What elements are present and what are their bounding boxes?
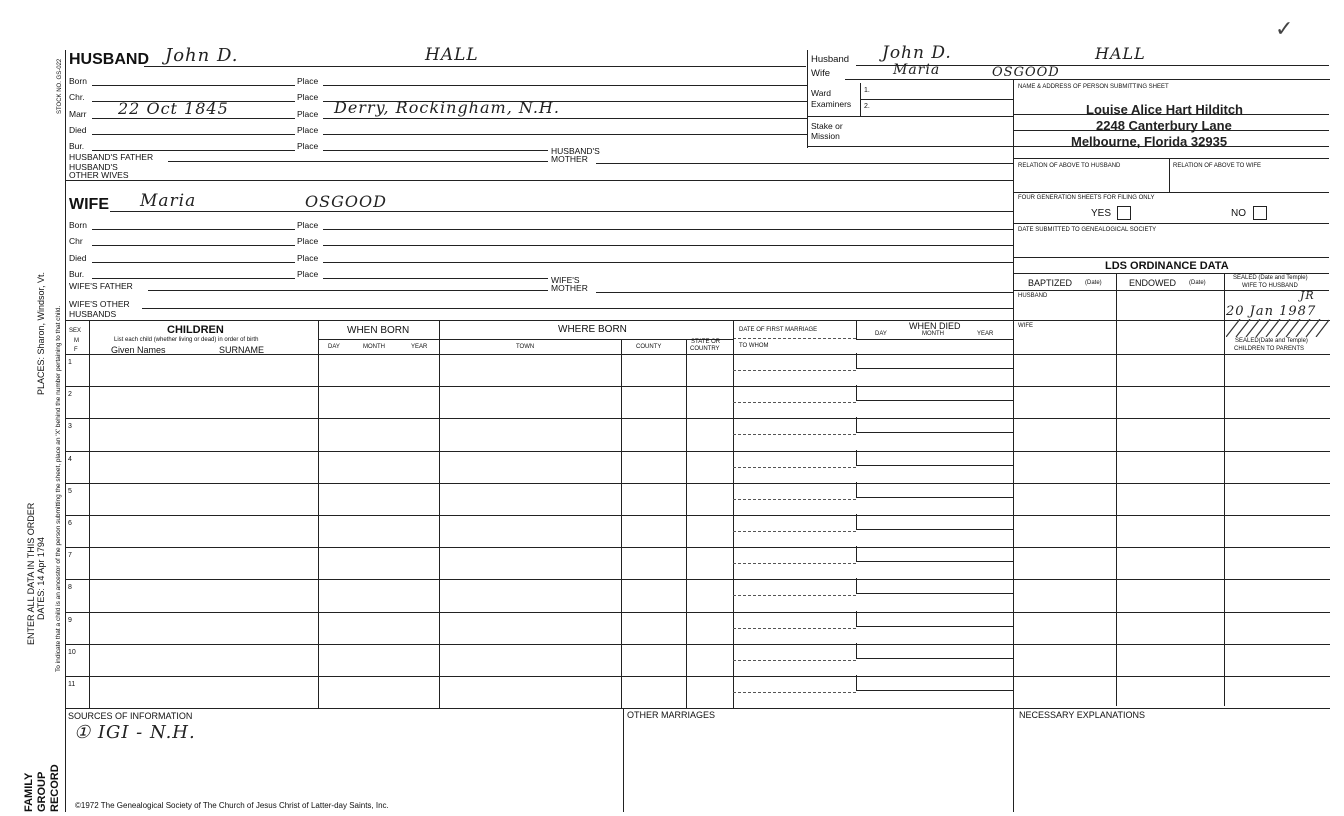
husband-born-label: Born <box>69 76 87 86</box>
four-gen-label: FOUR GENERATION SHEETS FOR FILING ONLY <box>1018 195 1155 201</box>
summary-wife-name: Maria <box>893 62 941 78</box>
examiners-label: Examiners <box>811 99 852 109</box>
child-death-box[interactable] <box>856 353 1014 369</box>
town-label: TOWN <box>516 344 535 350</box>
child-row-number: 10 <box>68 649 76 656</box>
wife-bur-label: Bur. <box>69 269 85 279</box>
husband-other-wives-2: OTHER WIVES <box>69 170 129 180</box>
husband-died-label: Died <box>69 125 87 135</box>
children-title: CHILDREN <box>167 324 224 336</box>
other-marriages-label: OTHER MARRIAGES <box>627 710 716 720</box>
stock-number: STOCK NO. GS-022 <box>57 58 63 114</box>
title-group: GROUP <box>36 771 48 812</box>
child-row-number: 9 <box>68 617 72 624</box>
state-label-1: STATE OR <box>691 339 721 345</box>
mission-label: Mission <box>811 131 840 141</box>
side-places: PLACES: Sharon, Windsor, Vt. <box>36 271 46 395</box>
baptized-label: BAPTIZED <box>1028 278 1073 288</box>
yes-label: YES <box>1091 208 1112 219</box>
wife-mother-label-2: MOTHER <box>551 283 588 293</box>
first-marriage-label: DATE OF FIRST MARRIAGE <box>739 327 818 333</box>
date-submitted-label: DATE SUBMITTED TO GENEALOGICAL SOCIETY <box>1018 227 1157 233</box>
explanations-label: NECESSARY EXPLANATIONS <box>1019 710 1146 720</box>
wife-given-names: Maria <box>140 191 197 211</box>
sex-label: SEX <box>69 328 82 334</box>
husband-bur-label: Bur. <box>69 141 85 151</box>
husband-marr-place: Derry, Rockingham, N.H. <box>334 98 560 117</box>
examiner-2: 2. <box>864 103 870 110</box>
given-names-label: Given Names <box>111 345 166 355</box>
sealed-wife-1: SEALED (Date and Temple) <box>1233 275 1308 281</box>
born-day-label: DAY <box>328 344 340 350</box>
ward-label: Ward <box>811 88 831 98</box>
summary-husband-name: John D. <box>882 43 952 63</box>
summary-husband-label: Husband <box>811 54 850 65</box>
husband-label: HUSBAND <box>69 51 149 68</box>
child-death-box[interactable] <box>856 611 1014 627</box>
relation-wife-label: RELATION OF ABOVE TO WIFE <box>1173 163 1262 169</box>
sealed-date: 20 Jan 1987 <box>1226 304 1317 319</box>
died-month-label: MONTH <box>922 331 944 337</box>
baptized-sub: (Date) <box>1085 280 1102 286</box>
child-death-box[interactable] <box>856 450 1014 466</box>
examiner-1: 1. <box>864 87 870 94</box>
sources-value: ① IGI - N.H. <box>74 722 196 743</box>
sealed-initials: JR <box>1300 289 1315 302</box>
child-death-box[interactable] <box>856 482 1014 498</box>
husband-surname: HALL <box>425 45 479 65</box>
child-death-box[interactable] <box>856 578 1014 594</box>
stake-label: Stake or <box>811 121 843 131</box>
surname-label: SURNAME <box>219 345 265 355</box>
husband-marr-label: Marr <box>69 109 87 119</box>
husband-given-names: John D. <box>165 45 239 66</box>
hatched-area <box>1226 319 1329 337</box>
endowed-label: ENDOWED <box>1129 278 1176 288</box>
to-whom-label: TO WHOM <box>739 343 769 349</box>
wife-died-label: Died <box>69 253 87 263</box>
child-row-number: 5 <box>68 488 72 495</box>
wife-father-label: WIFE'S FATHER <box>69 281 133 291</box>
sealed-children-2: CHILDREN TO PARENTS <box>1234 346 1305 352</box>
wife-born-label: Born <box>69 220 87 230</box>
child-row-number: 2 <box>68 391 72 398</box>
where-born-label: WHERE BORN <box>558 324 627 335</box>
wife-born-place-label: Place <box>297 220 319 230</box>
wife-chr-label: Chr <box>69 236 83 246</box>
died-year-label: YEAR <box>977 331 994 337</box>
child-row-number: 7 <box>68 552 72 559</box>
wife-label: WIFE <box>69 196 109 213</box>
child-death-box[interactable] <box>856 643 1014 659</box>
no-label: NO <box>1231 208 1246 219</box>
child-death-box[interactable] <box>856 546 1014 562</box>
title-record: RECORD <box>49 764 61 812</box>
husband-died-place-label: Place <box>297 125 319 135</box>
sealed-children-1: SEALED(Date and Temple) <box>1235 338 1308 344</box>
submitter-street: 2248 Canterbury Lane <box>1096 118 1232 133</box>
right-panel-border <box>1013 80 1014 812</box>
ordinance-title: LDS ORDINANCE DATA <box>1105 260 1229 272</box>
sources-label: SOURCES OF INFORMATION <box>68 711 193 721</box>
wife-bur-place-label: Place <box>297 269 319 279</box>
born-month-label: MONTH <box>363 344 385 350</box>
when-died-label: WHEN DIED <box>909 321 961 331</box>
child-death-box[interactable] <box>856 417 1014 433</box>
child-row-number: 11 <box>68 681 76 688</box>
husband-other-wives-1: HUSBAND'S <box>69 162 118 172</box>
wife-other-husbands-2: HUSBANDS <box>69 309 117 319</box>
state-label-2: COUNTRY <box>690 346 720 352</box>
born-year-label: YEAR <box>411 344 428 350</box>
child-row-number: 3 <box>68 423 72 430</box>
child-death-box[interactable] <box>856 675 1014 691</box>
summary-wife-label: Wife <box>811 68 830 79</box>
yes-checkbox[interactable] <box>1117 206 1131 220</box>
husband-mother-label-1: HUSBAND'S <box>551 146 600 156</box>
submitter-label: NAME & ADDRESS OF PERSON SUBMITTING SHEET <box>1018 84 1169 90</box>
child-death-box[interactable] <box>856 514 1014 530</box>
summary-wife-surname: OSGOOD <box>992 65 1060 80</box>
husband-bur-place-label: Place <box>297 141 319 151</box>
husband-mother-label-2: MOTHER <box>551 154 588 164</box>
side-enter: ENTER ALL DATA IN THIS ORDER <box>26 502 36 645</box>
summary-husband-surname: HALL <box>1095 44 1146 63</box>
copyright: ©1972 The Genealogical Society of The Church of Jesus Christ of Latter-day Saints, Inc. <box>75 801 389 810</box>
wife-died-place-label: Place <box>297 253 319 263</box>
died-day-label: DAY <box>875 331 887 337</box>
wife-mother-label-1: WIFE'S <box>551 275 580 285</box>
child-death-box[interactable] <box>856 385 1014 401</box>
husband-marr-place-label: Place <box>297 109 319 119</box>
sealed-wife-2: WIFE TO HUSBAND <box>1242 283 1298 289</box>
submitter-city: Melbourne, Florida 32935 <box>1071 134 1228 149</box>
ordinance-wife-row: WIFE <box>1018 323 1033 329</box>
wife-other-husbands-1: WIFE'S OTHER <box>69 299 130 309</box>
left-border <box>65 50 66 812</box>
husband-chr-label: Chr. <box>69 92 85 102</box>
submitter-name: Louise Alice Hart Hilditch <box>1086 102 1243 117</box>
check-mark: ✓ <box>1275 16 1294 41</box>
county-label: COUNTY <box>636 344 662 350</box>
child-row-number: 4 <box>68 456 72 463</box>
husband-chr-place-label: Place <box>297 92 319 102</box>
child-row-number: 8 <box>68 584 72 591</box>
wife-chr-place-label: Place <box>297 236 319 246</box>
when-born-label: WHEN BORN <box>347 325 410 336</box>
relation-husband-label: RELATION OF ABOVE TO HUSBAND <box>1018 163 1121 169</box>
sex-f-label: F <box>74 347 78 353</box>
husband-born-place-label: Place <box>297 76 319 86</box>
no-checkbox[interactable] <box>1253 206 1267 220</box>
child-row-number: 1 <box>68 359 72 366</box>
ordinance-husband-row: HUSBAND <box>1018 293 1048 299</box>
husband-marr-date: 22 Oct 1845 <box>118 99 229 118</box>
side-instruction: To indicate that a child is an ancestor of the person submitting the sheet, place an 'X' behind the number pertaining to that child. <box>55 305 62 672</box>
endowed-sub: (Date) <box>1189 280 1206 286</box>
title-family: FAMILY <box>23 772 35 812</box>
husband-father-label: HUSBAND'S FATHER <box>69 152 154 162</box>
side-dates: DATES: 14 Apr 1794 <box>36 537 46 620</box>
child-row-number: 6 <box>68 520 72 527</box>
summary-divider <box>807 50 808 148</box>
sex-m-label: M <box>74 338 79 344</box>
wife-surname: OSGOOD <box>305 192 387 211</box>
children-subtitle: List each child (whether living or dead) in order of birth <box>114 337 259 343</box>
